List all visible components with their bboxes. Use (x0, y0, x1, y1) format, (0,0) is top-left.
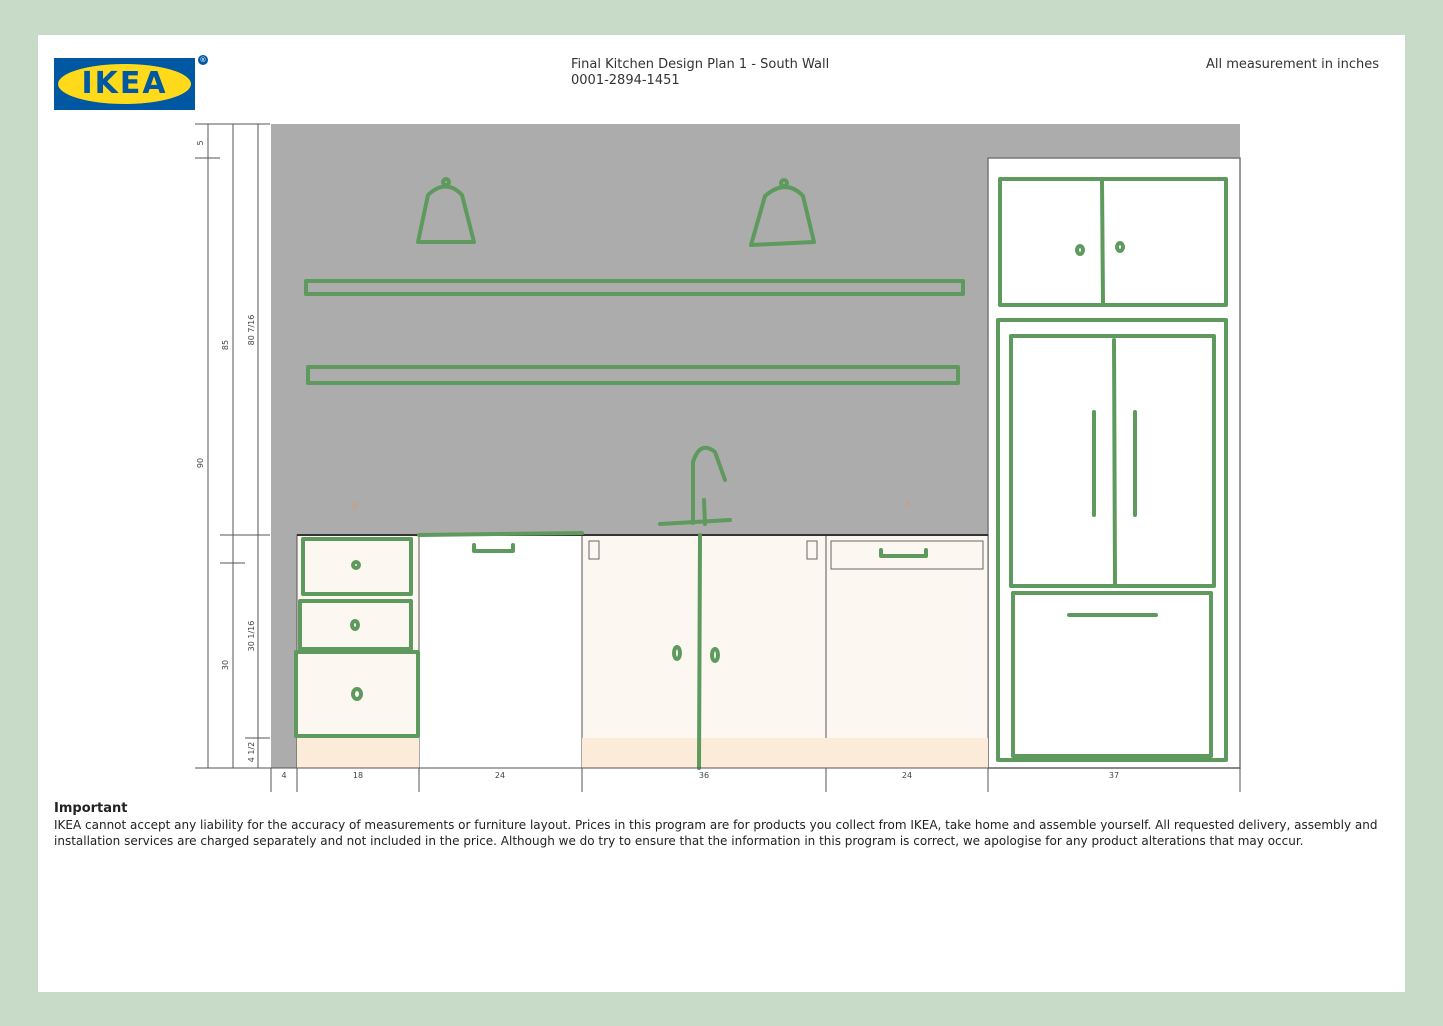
cabinet-marker: 7 (904, 500, 910, 510)
sink-cabinet (582, 535, 826, 768)
important-notice (54, 801, 1384, 849)
ikea-logo: IKEA ® (54, 58, 195, 110)
plan-number: 0001-2894-1451 (571, 73, 680, 88)
dim-label: 37 (1108, 771, 1120, 780)
plinth (297, 738, 419, 768)
important-title: Important (54, 801, 128, 816)
dim-label: 4 (281, 771, 287, 780)
plinth (582, 738, 826, 768)
horizontal-dimensions (271, 768, 1240, 792)
dim-label: 80 7/16 (247, 314, 256, 346)
cabinet-marker: 5 (352, 502, 358, 512)
vertical-dimensions (195, 124, 270, 768)
plinth (826, 738, 988, 768)
units-note: All measurement in inches (1206, 57, 1380, 72)
dim-label: 30 1/16 (247, 620, 256, 652)
dim-label: 4 1/2 (247, 741, 256, 763)
open-space-unit (419, 535, 582, 768)
dim-label: 36 (698, 771, 710, 780)
plan-sheet (38, 35, 1405, 992)
dim-label: 85 (221, 339, 230, 351)
dim-label: 24 (494, 771, 506, 780)
dim-label: 90 (196, 457, 205, 469)
dishwasher-cabinet (826, 535, 988, 768)
important-body: IKEA cannot accept any liability for the accuracy of measurements or furniture layout. Prices in this program are for products you collect from IKEA, take home and assemble yourself. All requested delivery, assembly and installation services are charged separately and not included in the price. Although we do try to ensure that the information in this program is correct, we apologise for any product alterations that may occur. (54, 818, 1378, 848)
dim-label: 30 (221, 659, 230, 671)
dim-label: 5 (196, 140, 205, 146)
plan-title: Final Kitchen Design Plan 1 - South Wall (571, 57, 830, 72)
dim-label: 24 (901, 771, 913, 780)
dim-label: 18 (352, 771, 364, 780)
